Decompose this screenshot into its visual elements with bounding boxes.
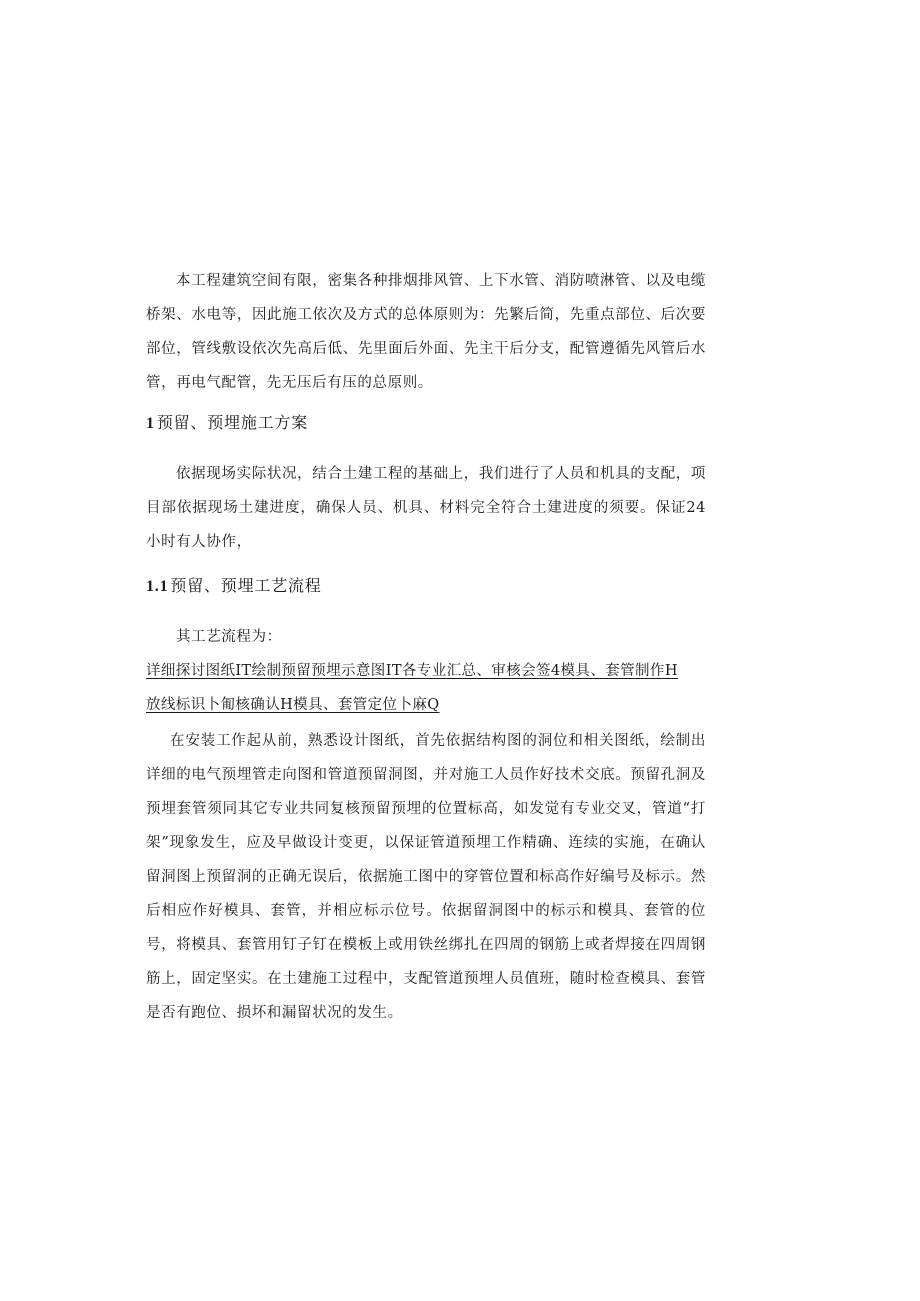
section-1-1-heading (146, 569, 706, 604)
section-1-paragraph: 依据现场实际状况，结合土建工程的基础上，我们进行了人员和机具的支配，项目部依据现场土建进度，确保人员、机具、材料完全符合土建进度的须要。保证24小时有人协作， (146, 466, 706, 550)
section-1-1-paragraph: 在安装工作起从前，熟悉设计图纸，首先依据结构图的洞位和相关图纸，绘制出详细的电气预埋管走向图和管道预留洞图，并对施工人员作好技术交底。预留孔洞及预埋套管须同其它专业共同复核预留预埋的位置标高，如发觉有专业交叉，管道“打架”现象发生，应及早做设计变更，以保证管道预埋工作精确、连续的实施，在确认留洞图上预留洞的正确无误后，依据施工图中的穿管位置和标高作好编号及标示。然后相应作好模具、套管，并相应标示位号。依据留洞图中的标示和模具、套管的位号，将模具、套管用钉子钉在模板上或用铁丝绑扎在四周的钢筋上或者焊接在四周钢筋上，固定坚实。在土建施工过程中，支配管道预埋人员值班，随时检查模具、套管是否有跑位、损坏和漏留状况的发生。 (146, 733, 706, 1021)
section-1-1-number: 1.1 (146, 578, 169, 595)
intro-paragraph: 本工程建筑空间有限，密集各种排烟排风管、上下水管、消防喷淋管、以及电缆桥架、水电等，因此施工依次及方式的总体原则为：先繁后简，先重点部位、后次要部位，管线敷设依次先高后低、先里面后外面、先主干后分支，配管遵循先风管后水管，再电气配管，先无压后有压的总原则。 (146, 273, 706, 391)
section-1-number: 1 (146, 415, 155, 432)
process-lead: 其工艺流程为： (176, 629, 282, 645)
section-1-1-title: 预留、预埋工艺流程 (170, 576, 322, 595)
process-flow-line-1: 详细探讨图纸IT绘制预留预埋示意图IT各专业汇总、审核会签4模具、套管制作H (146, 663, 678, 679)
process-flow-line-2: 放线标识卜匍核确认H模具、套管定位卜麻Q (146, 697, 440, 713)
section-1-title: 预留、预埋施工方案 (156, 413, 309, 432)
process-flow (146, 654, 706, 722)
section-1-heading (146, 406, 706, 441)
document-body (146, 264, 706, 1030)
